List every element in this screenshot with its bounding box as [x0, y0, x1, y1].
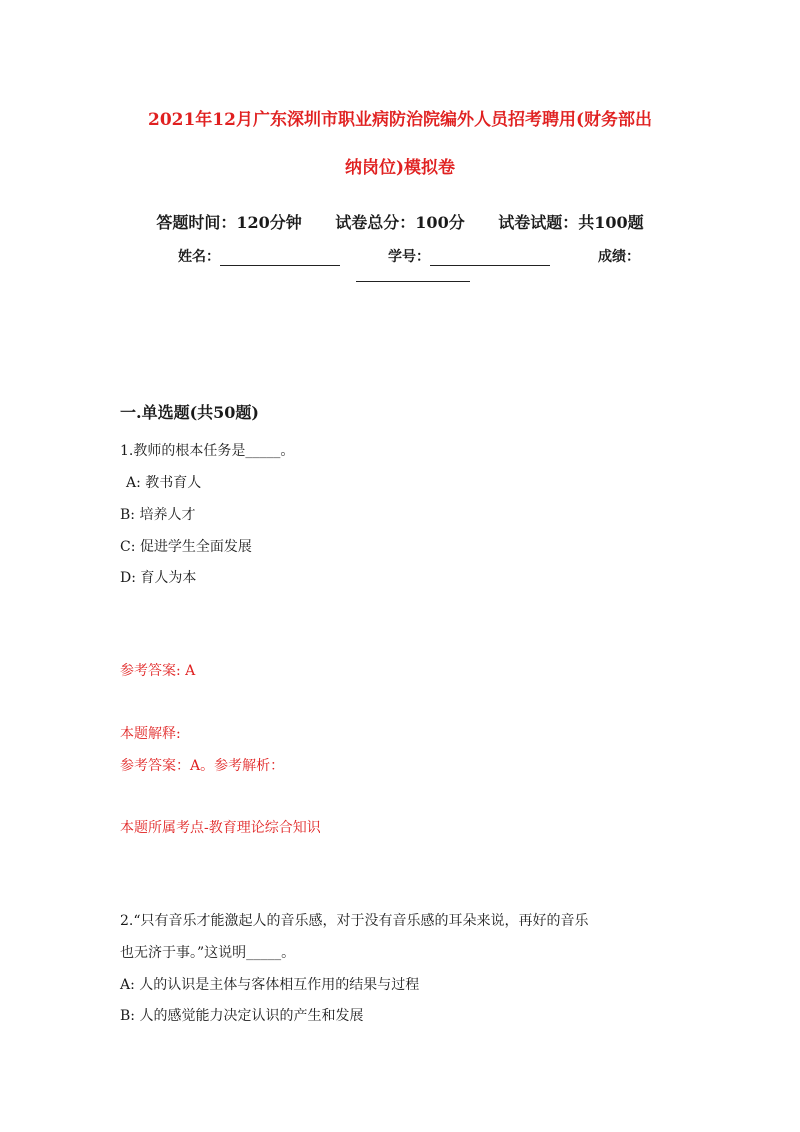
id-field: [388, 246, 550, 266]
q1-stem: 1.教师的根本任务是_____。: [120, 443, 295, 459]
q1-option-d: D: 育人为本: [120, 570, 197, 586]
name-label: 姓名：: [178, 249, 220, 265]
q1-topic: 本题所属考点-教育理论综合知识: [120, 820, 321, 836]
q2-stem-line1: 2.“只有音乐才能激起人的音乐感，对于没有音乐感的耳朵来说，再好的音乐: [120, 913, 589, 929]
name-blank[interactable]: [220, 251, 340, 266]
grade-blank[interactable]: [356, 267, 470, 282]
q1-option-b: B: 培养人才: [120, 507, 196, 523]
exam-time: 答题时间：120分钟: [156, 213, 302, 232]
exam-title-line1: 2021年12月广东深圳市职业病防治院编外人员招考聘用(财务部出: [147, 110, 652, 130]
q1-option-a: A: 教书育人: [126, 475, 202, 491]
q2-option-a: A: 人的认识是主体与客体相互作用的结果与过程: [120, 977, 420, 993]
q1-explain-label: 本题解释:: [120, 726, 181, 742]
q2-stem-line2: 也无济于事。”这说明_____。: [120, 945, 296, 961]
q2-option-b: B: 人的感觉能力决定认识的产生和发展: [120, 1008, 364, 1024]
exam-question-count: 试卷试题：共100题: [498, 213, 644, 232]
grade-label: 成绩：: [598, 249, 640, 265]
id-blank[interactable]: [430, 251, 550, 266]
grade-field: [598, 246, 640, 266]
exam-title-line2: 纳岗位)模拟卷: [344, 158, 456, 178]
id-label: 学号：: [388, 249, 430, 265]
q1-explain-text: 参考答案：A。参考解析：: [120, 758, 285, 774]
grade-blank-row: [356, 266, 470, 282]
exam-title: [110, 96, 690, 192]
q1-option-c: C: 促进学生全面发展: [120, 539, 252, 555]
q1-answer: 参考答案: A: [120, 663, 196, 679]
exam-total-score: 试卷总分：100分: [335, 213, 465, 232]
exam-meta: [0, 210, 800, 233]
section-title: 一.单选题(共50题): [120, 403, 259, 422]
name-field: [178, 246, 340, 266]
